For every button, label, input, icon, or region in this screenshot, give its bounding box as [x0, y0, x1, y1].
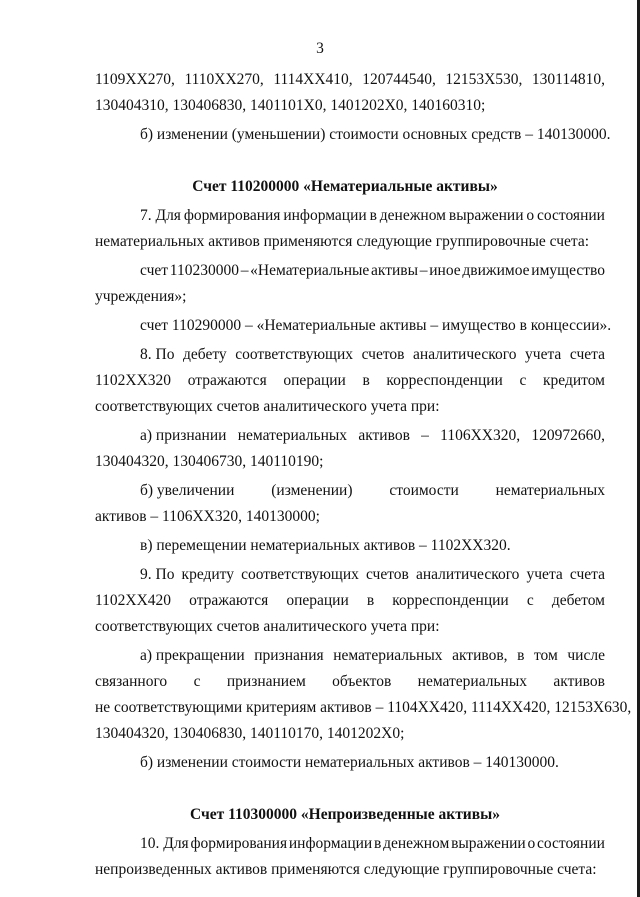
word: в — [374, 835, 382, 852]
word: 1102XX320 — [95, 372, 172, 389]
item-b-fixed-assets: б) изменении (уменьшении) стоимости основных средств – 140130000. — [140, 126, 611, 143]
word: 8. По — [140, 346, 175, 363]
p9a-line-1 — [140, 646, 605, 666]
heading-account-110300000: Счет 110300000 «Непроизведенные активы» — [190, 806, 500, 823]
word: 120744540, — [362, 71, 436, 88]
word: иное — [429, 262, 461, 279]
word: денежном — [383, 835, 450, 852]
word: кредитом — [543, 372, 605, 389]
word: – — [421, 427, 429, 444]
word: операции — [283, 372, 346, 389]
p9a-line-3: не соответствующими критериям активов – 1104XX420, 1114XX420, 12153X630, — [95, 699, 632, 716]
word: в — [362, 372, 370, 389]
word: 10. Для — [140, 835, 189, 852]
word: счетов — [365, 566, 409, 583]
p8b-line-2: активов – 1106XX320, 140130000; — [95, 508, 320, 525]
word: о — [527, 835, 536, 852]
word: 110230000 — [169, 262, 239, 279]
intro-line-2: 130404310, 130406830, 1401101X0, 1401202X0, 140160310; — [95, 97, 486, 114]
word: – — [240, 262, 249, 279]
word: состоянии — [537, 207, 605, 224]
word: отражаются — [187, 372, 267, 389]
word: счетов — [361, 346, 405, 363]
p9a-line-2 — [95, 672, 605, 692]
p9a-line-4: 130404320, 130406830, 140110170, 1401202X0; — [95, 725, 405, 742]
word: 12153X530, — [445, 71, 523, 88]
page-number: 3 — [316, 40, 324, 57]
word: учета — [526, 566, 563, 583]
word: операции — [286, 592, 349, 609]
word: кредиту — [181, 566, 235, 583]
word: с — [519, 372, 527, 389]
word: в — [369, 207, 377, 224]
word: связанного — [95, 673, 168, 690]
p10-line-2: непроизведенных активов применяются следующие группировочные счета: — [95, 861, 597, 878]
word: имущество — [531, 262, 605, 279]
p8c-line: в) перемещении нематериальных активов – 1102XX320. — [140, 537, 511, 554]
p8-line-1 — [140, 345, 605, 365]
word: дебетом — [551, 592, 605, 609]
word: с — [193, 673, 201, 690]
word: нематериальных — [417, 673, 528, 690]
word: аналитического — [413, 346, 517, 363]
word: 1109XX270, — [95, 71, 175, 88]
word: числе — [567, 647, 605, 664]
p10-line-1 — [140, 834, 605, 854]
word: активов — [553, 673, 605, 690]
p7-line-1 — [140, 206, 605, 226]
word: состоянии — [537, 835, 605, 852]
word: 1106XX320, — [440, 427, 521, 444]
p9b-line: б) изменении стоимости нематериальных активов – 140130000. — [140, 754, 559, 771]
word: 1102XX420 — [95, 592, 172, 609]
word: денежном — [379, 207, 446, 224]
word: 9. По — [140, 566, 175, 583]
p7-line-2: нематериальных активов применяются следующие группировочные счета: — [95, 233, 590, 250]
word: «Нематериальные — [250, 262, 370, 279]
word: 130114810, — [531, 71, 605, 88]
word: нематериальных — [495, 482, 605, 499]
word: соответствующих — [235, 346, 354, 363]
word: счета — [569, 566, 605, 583]
p9-line-2 — [95, 591, 605, 611]
word: признания — [254, 647, 324, 664]
account-110290000: счет 110290000 – «Нематериальные активы – имущество в концессии». — [140, 317, 612, 334]
account-110230000-line-1 — [140, 261, 605, 281]
word: б) увеличении — [140, 482, 235, 499]
word: информации — [288, 835, 373, 852]
word: нематериальных — [237, 427, 348, 444]
p8a-line-2: 130404320, 130406730, 140110190; — [95, 453, 324, 470]
word: 120972660, — [531, 427, 605, 444]
p9-line-1 — [140, 565, 605, 585]
word: 1110XX270, — [184, 71, 264, 88]
p8-line-2 — [95, 371, 605, 391]
word: учета — [525, 346, 562, 363]
word: 1114XX410, — [273, 71, 353, 88]
word: формирования — [190, 835, 288, 852]
word: о — [526, 207, 535, 224]
word: соответствующих — [241, 566, 359, 583]
word: – — [419, 262, 428, 279]
word: нематериальных — [333, 647, 443, 664]
word: в — [366, 592, 375, 609]
word: активов, — [452, 647, 508, 664]
word: (изменении) — [271, 482, 353, 499]
p9-line-3: соответствующих счетов аналитического учета при: — [95, 618, 440, 635]
word: активов — [358, 427, 410, 444]
p8-line-3: соответствующих счетов аналитического учета при: — [95, 398, 440, 415]
heading-account-110200000: Счет 110200000 «Нематериальные активы» — [192, 178, 498, 195]
intro-line-1 — [95, 70, 605, 90]
word: дебету — [183, 346, 227, 363]
word: а) прекращении — [140, 647, 245, 664]
word: активы — [371, 262, 419, 279]
word: движимое — [462, 262, 530, 279]
word: стоимости — [389, 482, 459, 499]
account-110230000-line-2: учреждения»; — [95, 288, 187, 305]
word: отражаются — [189, 592, 269, 609]
word: информации — [283, 207, 367, 224]
word: корреспонденции — [386, 372, 503, 389]
word: счета — [569, 346, 605, 363]
word: с — [526, 592, 534, 609]
word: выражении — [448, 207, 524, 224]
word: аналитического — [415, 566, 520, 583]
word: том — [533, 647, 558, 664]
word: признанием — [226, 673, 306, 690]
word: корреспонденции — [392, 592, 509, 609]
word: а) признании — [140, 427, 227, 444]
word: выражении — [451, 835, 526, 852]
p8b-line-1 — [140, 481, 605, 501]
word: 7. Для — [140, 207, 181, 224]
word: счет — [140, 262, 169, 279]
word: формирования — [183, 207, 281, 224]
word: в — [517, 647, 525, 664]
word: объектов — [332, 673, 392, 690]
p8a-line-1 — [140, 426, 605, 446]
